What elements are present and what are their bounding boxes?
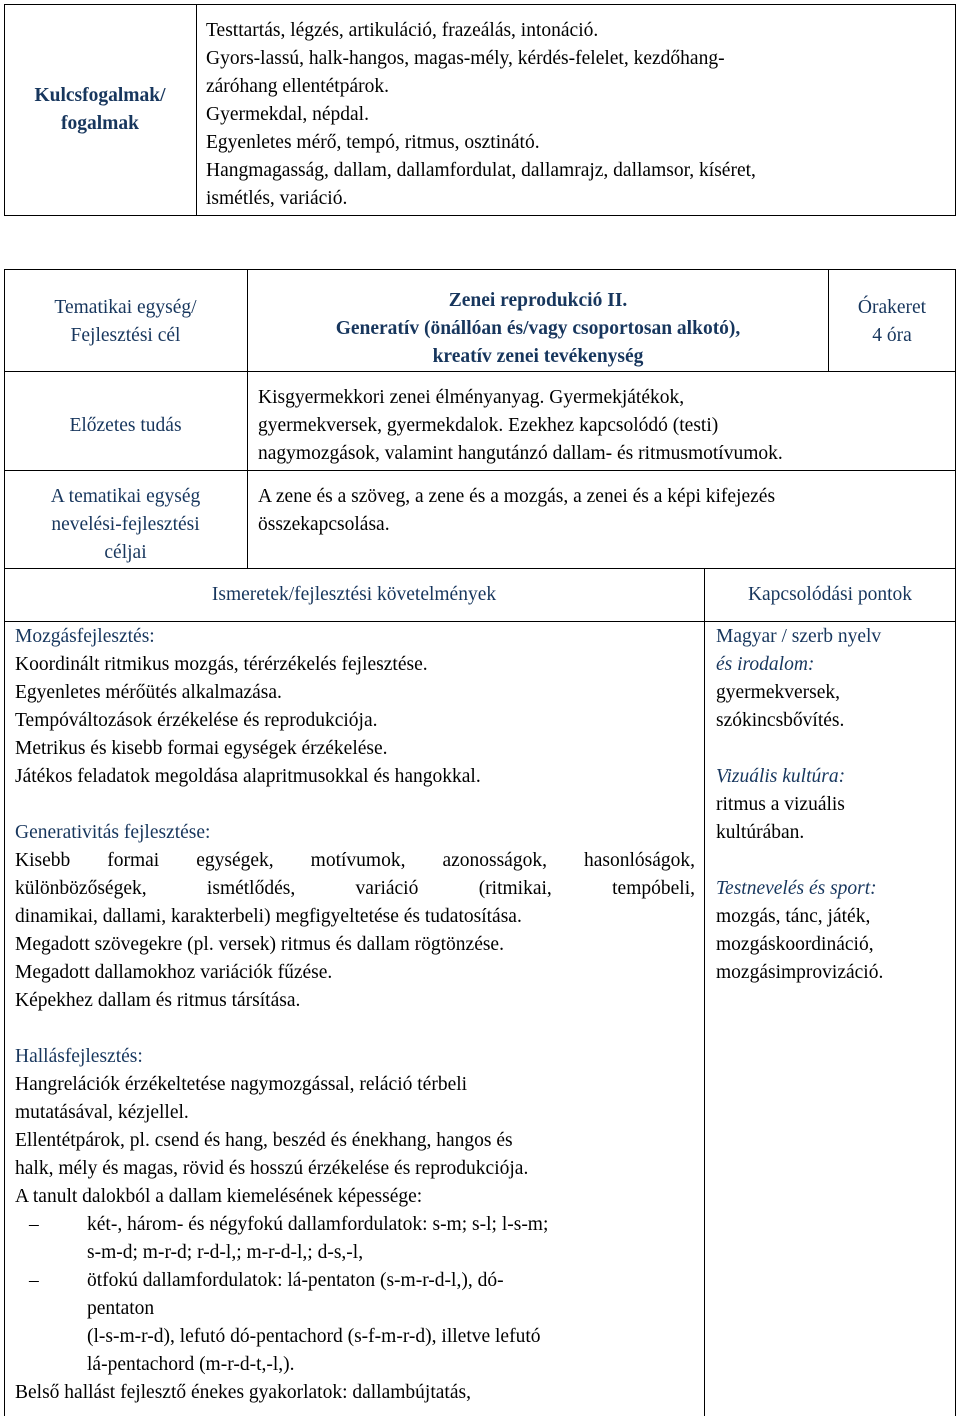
connection-label: Magyar / szerb nyelv [716, 626, 882, 647]
unit-title [248, 287, 828, 371]
prior-knowledge-content [258, 384, 953, 468]
connection-text: mozgáskoordináció, [716, 934, 874, 955]
connection-hungarian [716, 623, 952, 735]
goals-line: A zene és a szöveg, a zene és a mozgás, a zenei és a képi kifejezés [258, 486, 776, 507]
unit-title-line: Zenei reprodukció II. [448, 290, 628, 311]
hours-block [829, 294, 955, 350]
unit-title-line: kreatív zenei tevékenység [432, 346, 644, 367]
key-concepts-content [206, 17, 951, 213]
unit-title-line: Generatív (önállóan és/vagy csoportosan alkotó), [335, 318, 741, 339]
list-item-line: – két-, három- és négyfokú dallamfordulatok: s-m; s-l; l-s-m; [87, 1214, 549, 1235]
hours-label: Órakeret [857, 297, 927, 318]
connection-text: mozgás, tánc, játék, [716, 906, 871, 927]
prior-knowledge-line: nagymozgások, valamint hangutánzó dallam- és ritmusmotívumok. [258, 443, 783, 464]
connection-text: szókincsbővítés. [716, 710, 845, 731]
unit-label [4, 294, 247, 350]
connection-text: ritmus a vizuális [716, 794, 845, 815]
hearing-line: Hangrelációk érzékeltetése nagymozgással, reláció térbeli [15, 1074, 468, 1095]
hearing-section [15, 1043, 695, 1407]
goals-label-line: A tematikai egység [50, 486, 201, 507]
connections-content [716, 623, 952, 987]
hours-value: 4 óra [872, 325, 912, 346]
hearing-heading: Hallásfejlesztés: [15, 1046, 143, 1067]
key-concepts-line: Hangmagasság, dallam, dallamfordulat, dallamrajz, dallamsor, kíséret, [206, 160, 756, 181]
key-concepts-line: Egyenletes mérő, tempó, ritmus, osztinátó. [206, 132, 540, 153]
key-concepts-line: Gyors-lassú, halk-hangos, magas-mély, kérdés-felelet, kezdőhang- [206, 48, 725, 69]
goals-label-line: céljai [104, 542, 147, 563]
unit-label-line: Tematikai egység/ [54, 297, 197, 318]
movement-heading: Mozgásfejlesztés: [15, 626, 155, 647]
goals-label [4, 483, 247, 567]
prior-knowledge-line: Kisgyermekkori zenei élményanyag. Gyermekjátékok, [258, 387, 685, 408]
generativity-heading: Generativitás fejlesztése: [15, 822, 211, 843]
requirements-content [15, 623, 695, 1407]
key-concepts-line: ismétlés, variáció. [206, 188, 348, 209]
goals-label-line: nevelési-fejlesztési [51, 514, 200, 535]
list-item-line: (l-s-m-r-d), lefutó dó-pentachord (s-f-m-r-d), illetve lefutó [87, 1326, 541, 1347]
connection-visual-culture [716, 763, 952, 847]
movement-line: Játékos feladatok megoldása alapritmusokkal és hangokkal. [15, 766, 481, 787]
key-concepts-line: Gyermekdal, népdal. [206, 104, 369, 125]
list-item [15, 1211, 695, 1267]
list-item-line: – ötfokú dallamfordulatok: lá-pentaton (s-m-r-d-l,), dó- [87, 1270, 504, 1291]
prior-knowledge-line: gyermekversek, gyermekdalok. Ezekhez kapcsolódó (testi) [258, 415, 719, 436]
connection-label: Testnevelés és sport: [716, 878, 877, 899]
hearing-line: A tanult dalokból a dallam kiemelésének képessége: [15, 1186, 423, 1207]
movement-line: Koordinált ritmikus mozgás, térérzékelés fejlesztése. [15, 654, 428, 675]
key-concepts-label-line: fogalmak [61, 113, 139, 134]
connection-label: Vizuális kultúra: [716, 766, 846, 787]
connections-header: Kapcsolódási pontok [747, 584, 913, 605]
melody-turns-list [15, 1211, 695, 1379]
requirements-header: Ismeretek/fejlesztési követelmények [211, 584, 497, 605]
generativity-line: Megadott szövegekre (pl. versek) ritmus és dallam rögtönzése. [15, 934, 504, 955]
hearing-line: Ellentétpárok, pl. csend és hang, beszéd és énekhang, hangos és [15, 1130, 513, 1151]
connection-pe [716, 875, 952, 987]
connection-text: kultúrában. [716, 822, 805, 843]
prior-knowledge-label: Előzetes tudás [69, 415, 182, 436]
generativity-line: dinamikai, dallami, karakterbeli) megfigyeltetése és tudatosítása. [15, 906, 522, 927]
generativity-line: Kisebb formai egységek, motívumok, azonosságok, hasonlóságok, [15, 850, 695, 871]
list-item-line: pentaton [87, 1298, 155, 1319]
movement-section [15, 623, 695, 791]
hearing-line: mutatásával, kézjellel. [15, 1102, 189, 1123]
unit-label-line: Fejlesztési cél [70, 325, 181, 346]
key-concepts-label-line: Kulcsfogalmak/ [34, 85, 166, 106]
connection-label: és irodalom: [716, 654, 815, 675]
movement-line: Egyenletes mérőütés alkalmazása. [15, 682, 282, 703]
movement-line: Tempóváltozások érzékelése és reprodukciója. [15, 710, 378, 731]
list-item-line: s-m-d; m-r-d; r-d-l,; m-r-d-l,; d-s,-l, [87, 1242, 364, 1263]
key-concepts-line: záróhang ellentétpárok. [206, 76, 389, 97]
generativity-line: Megadott dallamokhoz variációk fűzése. [15, 962, 333, 983]
key-concepts-line: Testtartás, légzés, artikuláció, frazeálás, intonáció. [206, 20, 599, 41]
list-item-line: lá-pentachord (m-r-d-t,-l,). [87, 1354, 295, 1375]
goals-content [258, 483, 953, 539]
generativity-line: különbözőségek, ismétlődés, variáció (ritmikai, tempóbeli, [15, 878, 695, 899]
key-concepts-label [4, 82, 196, 138]
hearing-line: Belső hallást fejlesztő énekes gyakorlatok: dallambújtatás, [15, 1382, 471, 1403]
goals-line: összekapcsolása. [258, 514, 390, 535]
connection-text: gyermekversek, [716, 682, 840, 703]
generativity-line: Képekhez dallam és ritmus társítása. [15, 990, 301, 1011]
movement-line: Metrikus és kisebb formai egységek érzékelése. [15, 738, 388, 759]
generativity-section [15, 819, 695, 1015]
hearing-line: halk, mély és magas, rövid és hosszú érzékelése és reprodukciója. [15, 1158, 529, 1179]
list-item [15, 1267, 695, 1379]
connection-text: mozgásimprovizáció. [716, 962, 884, 983]
